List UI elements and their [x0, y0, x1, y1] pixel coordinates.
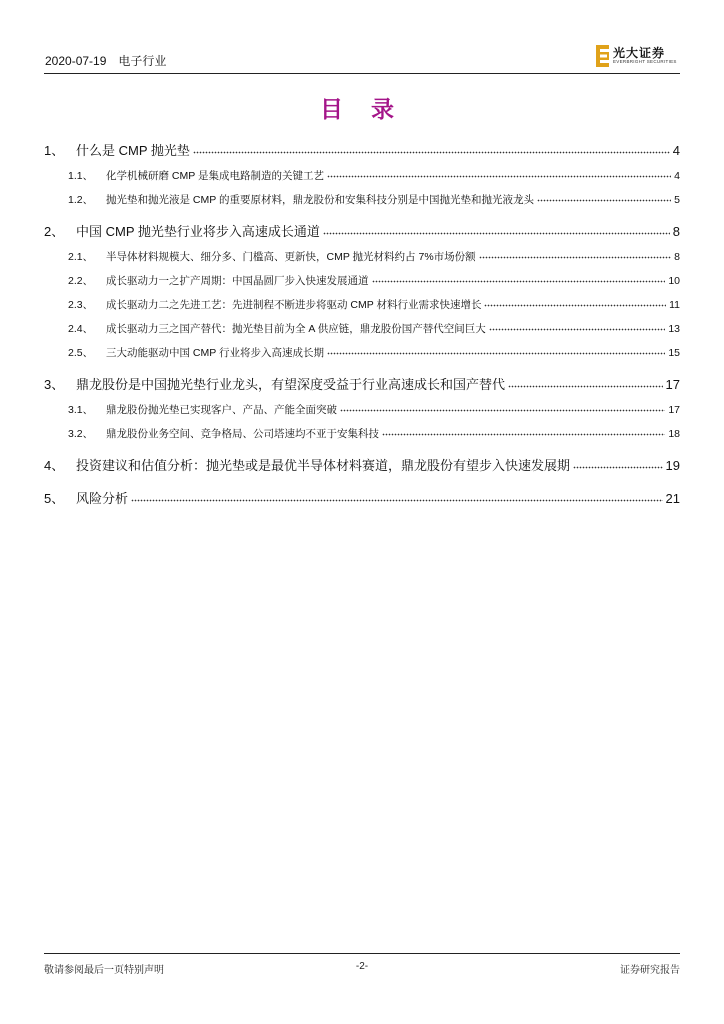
toc-leader-dots	[573, 458, 663, 471]
toc-number: 2.1、	[68, 251, 94, 263]
toc-page-number: 13	[668, 323, 680, 335]
report-type: 证券研究报告	[620, 965, 680, 976]
toc-leader-dots	[327, 347, 665, 358]
page-title: 目 录	[319, 97, 404, 123]
toc-title: 鼎龙股份是中国抛光垫行业龙头，有望深度受益于行业高速成长和国产替代	[76, 377, 506, 392]
toc-page-number: 11	[669, 299, 680, 311]
toc-page-number: 19	[665, 458, 680, 473]
toc-number: 2、	[44, 224, 65, 239]
footer-divider	[44, 953, 680, 954]
toc-number: 3.2、	[68, 428, 94, 440]
toc-number: 1、	[44, 143, 65, 158]
toc-number: 2.4、	[68, 323, 94, 335]
toc-page-number: 10	[668, 275, 680, 287]
toc-page-number: 21	[665, 491, 680, 506]
brand-subtitle: EVERBRIGHT SECURITIES	[613, 59, 677, 64]
toc-leader-dots	[340, 404, 665, 415]
brand-name: 光大证券	[613, 46, 666, 60]
toc-number: 1.2、	[68, 194, 94, 206]
toc-title: 中国 CMP 抛光垫行业将步入高速成长通道	[76, 224, 320, 239]
toc-number: 5、	[44, 491, 65, 506]
toc-number: 2.5、	[68, 347, 94, 359]
toc-title: 化学机械研磨 CMP 是集成电路制造的关键工艺	[106, 170, 324, 182]
brand-logo	[596, 44, 678, 68]
toc-subsection[interactable]	[44, 188, 680, 212]
toc-leader-dots	[193, 143, 670, 156]
toc-page-number: 5	[674, 194, 680, 206]
toc-title: 风险分析	[76, 491, 129, 506]
toc-leader-dots	[327, 170, 671, 181]
toc-title: 鼎龙股份抛光垫已实现客户、产品、产能全面突破	[106, 404, 337, 416]
toc-leader-dots	[537, 194, 671, 205]
toc-leader-dots	[489, 323, 666, 334]
report-date: 2020-07-19	[45, 54, 107, 68]
toc-number: 1.1、	[68, 170, 94, 182]
toc-number: 2.2、	[68, 275, 94, 287]
toc-page-number: 4	[672, 143, 680, 158]
toc-subsection[interactable]	[44, 398, 680, 422]
toc-leader-dots	[508, 377, 663, 390]
toc-number: 3.1、	[68, 404, 94, 416]
toc-subsection[interactable]	[44, 164, 680, 188]
toc-leader-dots	[479, 251, 672, 262]
toc-title: 鼎龙股份业务空间、竞争格局、公司塔速均不亚于安集科技	[106, 428, 379, 440]
toc-subsection[interactable]	[44, 245, 680, 269]
disclaimer-note: 敬请参阅最后一页特别声明	[44, 965, 164, 976]
toc-subsection[interactable]	[44, 341, 680, 365]
industry-label: 电子行业	[118, 54, 167, 68]
toc-leader-dots	[131, 491, 663, 504]
toc-title: 投资建议和估值分析：抛光垫或是最优半导体材料赛道，鼎龙股份有望步入快速发展期	[76, 458, 571, 473]
toc-subsection[interactable]	[44, 293, 680, 317]
toc-page-number: 8	[672, 224, 680, 239]
toc-leader-dots	[382, 428, 665, 439]
page-number: -2-	[355, 961, 369, 972]
toc-title: 成长驱动力二之先进工艺：先进制程不断进步将驱动 CMP 材料行业需求快速增长	[106, 299, 482, 311]
toc-page-number: 8	[674, 251, 680, 263]
page-header	[44, 44, 680, 74]
toc-number: 3、	[44, 377, 65, 392]
toc-title: 什么是 CMP 抛光垫	[76, 143, 190, 158]
brand-mark-icon	[596, 45, 609, 67]
toc-leader-dots	[323, 224, 670, 237]
toc-subsection[interactable]	[44, 269, 680, 293]
toc-leader-dots	[484, 299, 666, 310]
toc-number: 4、	[44, 458, 65, 473]
toc-page-number: 4	[674, 170, 680, 182]
toc-title: 三大动能驱动中国 CMP 行业将步入高速成长期	[106, 347, 324, 359]
toc-section[interactable]	[44, 138, 680, 164]
toc-page-number: 17	[668, 404, 680, 416]
toc-title: 抛光垫和抛光液是 CMP 的重要原材料，鼎龙股份和安集科技分别是中国抛光垫和抛光液龙头	[106, 194, 534, 206]
toc-title: 成长驱动力一之扩产周期：中国晶圆厂步入快速发展通道	[106, 275, 369, 287]
toc-subsection[interactable]	[44, 422, 680, 446]
header-meta	[45, 52, 166, 69]
toc-section[interactable]	[44, 219, 680, 245]
toc-section[interactable]	[44, 453, 680, 479]
toc-number: 2.3、	[68, 299, 94, 311]
toc-page-number: 15	[668, 347, 680, 359]
toc-section[interactable]	[44, 486, 680, 512]
toc-leader-dots	[372, 275, 666, 286]
header-divider	[44, 73, 680, 74]
toc-title: 成长驱动力三之国产替代：抛光垫目前为全 A 供应链，鼎龙股份国产替代空间巨大	[106, 323, 486, 335]
toc-page-number: 17	[665, 377, 680, 392]
toc-subsection[interactable]	[44, 317, 680, 341]
toc-title: 半导体材料规模大、细分多、门槛高、更新快，CMP 抛光材料约占 7%市场份额	[106, 251, 476, 263]
table-of-contents	[44, 138, 680, 512]
toc-section[interactable]	[44, 372, 680, 398]
toc-page-number: 18	[668, 428, 680, 440]
